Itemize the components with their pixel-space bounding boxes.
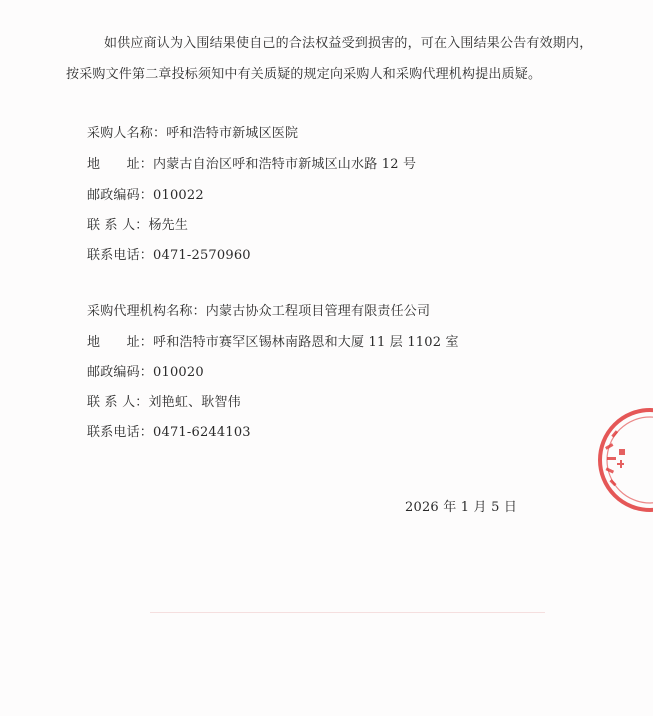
purchaser-name: 采购人名称：呼和浩特市新城区医院 <box>87 126 299 141</box>
notice-line-1: 如供应商认为入围结果使自己的合法权益受到损害的，可在入围结果公告有效期内， <box>104 36 593 51</box>
issue-date: 2026 年 1 月 5 日 <box>405 500 518 515</box>
official-seal-stamp <box>595 405 653 515</box>
agency-phone: 联系电话：0471-6244103 <box>87 425 251 440</box>
purchaser-phone: 联系电话：0471-2570960 <box>87 248 251 263</box>
purchaser-contact: 联 系 人：杨先生 <box>87 218 189 233</box>
divider <box>150 612 545 613</box>
agency-contact: 联 系 人：刘艳虹、耿智伟 <box>87 395 241 410</box>
agency-name: 采购代理机构名称：内蒙古协众工程项目管理有限责任公司 <box>87 304 431 319</box>
purchaser-postcode: 邮政编码：010022 <box>87 188 204 203</box>
agency-postcode: 邮政编码：010020 <box>87 365 204 380</box>
purchaser-address: 地 址：内蒙古自治区呼和浩特市新城区山水路 12 号 <box>87 157 417 172</box>
agency-address: 地 址：呼和浩特市赛罕区锡林南路恩和大厦 11 层 1102 室 <box>87 335 459 350</box>
notice-line-2: 按采购文件第二章投标须知中有关质疑的规定向采购人和采购代理机构提出质疑。 <box>66 67 542 82</box>
